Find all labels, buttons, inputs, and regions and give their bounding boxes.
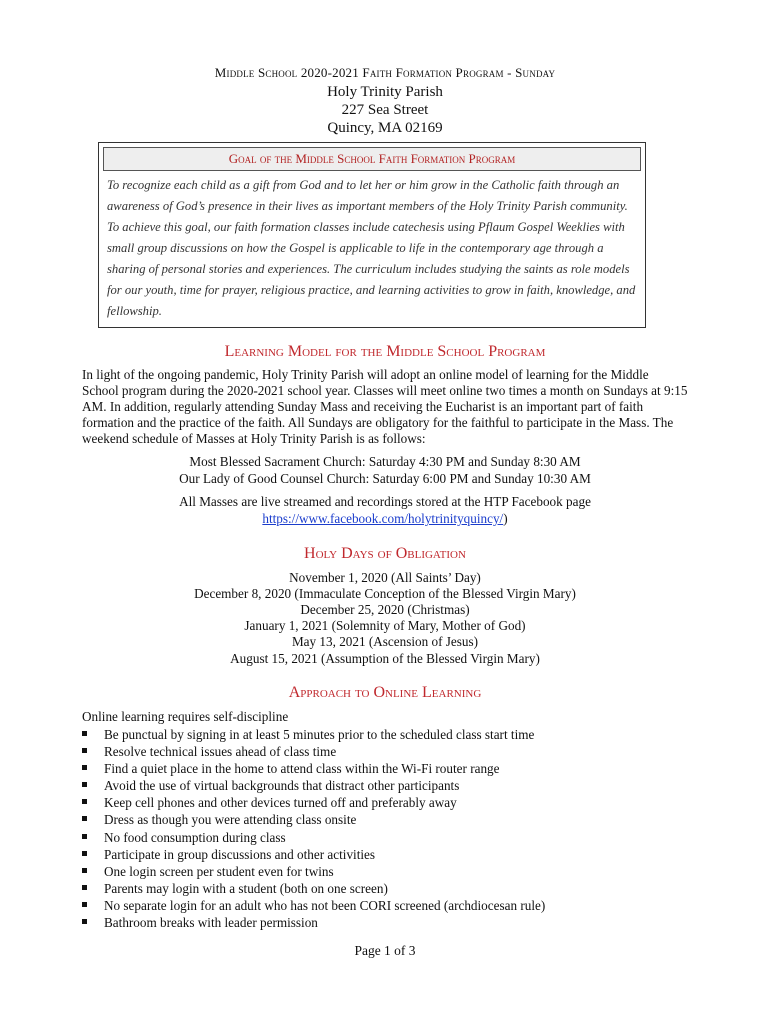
- parish-name: Holy Trinity Parish: [327, 84, 443, 100]
- bullet-icon: [82, 799, 87, 804]
- bullet-icon: [82, 868, 87, 873]
- holy-days-heading: Holy Days of Obligation: [304, 545, 466, 562]
- holy-day-item: August 15, 2021 (Assumption of the Blessed Virgin Mary): [230, 651, 540, 666]
- bullet-icon: [82, 851, 87, 856]
- holy-day-item: January 1, 2021 (Solemnity of Mary, Mother of God): [244, 618, 526, 633]
- list-item: Dress as though you were attending class onsite: [82, 811, 682, 828]
- list-item: Keep cell phones and other devices turned off and preferably away: [82, 794, 682, 811]
- list-item: No food consumption during class: [82, 829, 682, 846]
- list-item: No separate login for an adult who has not been CORI screened (archdiocesan rule): [82, 897, 682, 914]
- bullet-icon: [82, 834, 87, 839]
- facebook-link-line: [0, 511, 770, 528]
- online-learning-intro: Online learning requires self-discipline: [82, 709, 289, 724]
- bullet-icon: [82, 782, 87, 787]
- bullet-icon: [82, 731, 87, 736]
- bullet-icon: [82, 816, 87, 821]
- bullet-icon: [82, 902, 87, 907]
- learning-model-heading: Learning Model for the Middle School Program: [224, 343, 546, 360]
- parish-city: Quincy, MA 02169: [327, 120, 443, 136]
- list-item: Resolve technical issues ahead of class time: [82, 743, 682, 760]
- list-item: Participate in group discussions and other activities: [82, 846, 682, 863]
- link-suffix: ): [503, 511, 508, 526]
- goal-heading: Goal of the Middle School Faith Formation Program: [103, 147, 641, 171]
- online-learning-heading: Approach to Online Learning: [288, 684, 482, 701]
- holy-day-item: December 8, 2020 (Immaculate Conception of the Blessed Virgin Mary): [194, 586, 576, 601]
- goal-text: To recognize each child as a gift from God and to let her or him grow in the Catholic faith through an awareness of God’s presence in their lives as important members of the Holy Trinity Parish community. To achieve this goal, our faith formation classes include catechesis using Pflaum Gospel Weeklies with small group discussions on how the Gospel is applicable to life in the contemporary age through a sharing of personal stories and experiences. The curriculum includes studying the saints as role models for our youth, time for prayer, religious practice, and learning activities to grow in faith, knowledge, and fellowship.: [107, 178, 636, 318]
- list-item: One login screen per student even for twins: [82, 863, 682, 880]
- bullet-icon: [82, 765, 87, 770]
- document-title: Middle School 2020-2021 Faith Formation Program - Sunday: [214, 65, 556, 80]
- holy-day-item: December 25, 2020 (Christmas): [300, 602, 470, 617]
- parish-street: 227 Sea Street: [341, 102, 429, 118]
- facebook-link[interactable]: https://www.facebook.com/holytrinityquincy/: [262, 511, 504, 526]
- bullet-icon: [82, 919, 87, 924]
- bullet-icon: [82, 885, 87, 890]
- online-learning-list: [82, 726, 682, 931]
- mass-schedule-1: Most Blessed Sacrament Church: Saturday 4:30 PM and Sunday 8:30 AM: [189, 454, 581, 469]
- bullet-icon: [82, 748, 87, 753]
- holy-day-item: May 13, 2021 (Ascension of Jesus): [291, 634, 479, 649]
- mass-schedule-2: Our Lady of Good Counsel Church: Saturday 6:00 PM and Sunday 10:30 AM: [179, 471, 591, 486]
- page-number: Page 1 of 3: [354, 943, 416, 958]
- goal-box: [98, 142, 646, 328]
- list-item: Find a quiet place in the home to attend class within the Wi-Fi router range: [82, 760, 682, 777]
- list-item: Be punctual by signing in at least 5 minutes prior to the scheduled class start time: [82, 726, 682, 743]
- list-item: Parents may login with a student (both on one screen): [82, 880, 682, 897]
- stream-note: All Masses are live streamed and recordings stored at the HTP Facebook page: [179, 494, 591, 509]
- holy-day-item: November 1, 2020 (All Saints’ Day): [289, 570, 481, 585]
- learning-model-paragraph: In light of the ongoing pandemic, Holy Trinity Parish will adopt an online model of learning for the Middle School program during the 2020-2021 school year. Classes will meet online two times a month on Sundays at 9:15 AM. In addition, regularly attending Sunday Mass and receiving the Eucharist is an important part of faith formation and the practice of the faith. All Sundays are obligatory for the faithful to participate in the Mass. The weekend schedule of Masses at Holy Trinity Parish is as follows:: [82, 367, 688, 446]
- list-item: Avoid the use of virtual backgrounds that distract other participants: [82, 777, 682, 794]
- list-item: Bathroom breaks with leader permission: [82, 914, 682, 931]
